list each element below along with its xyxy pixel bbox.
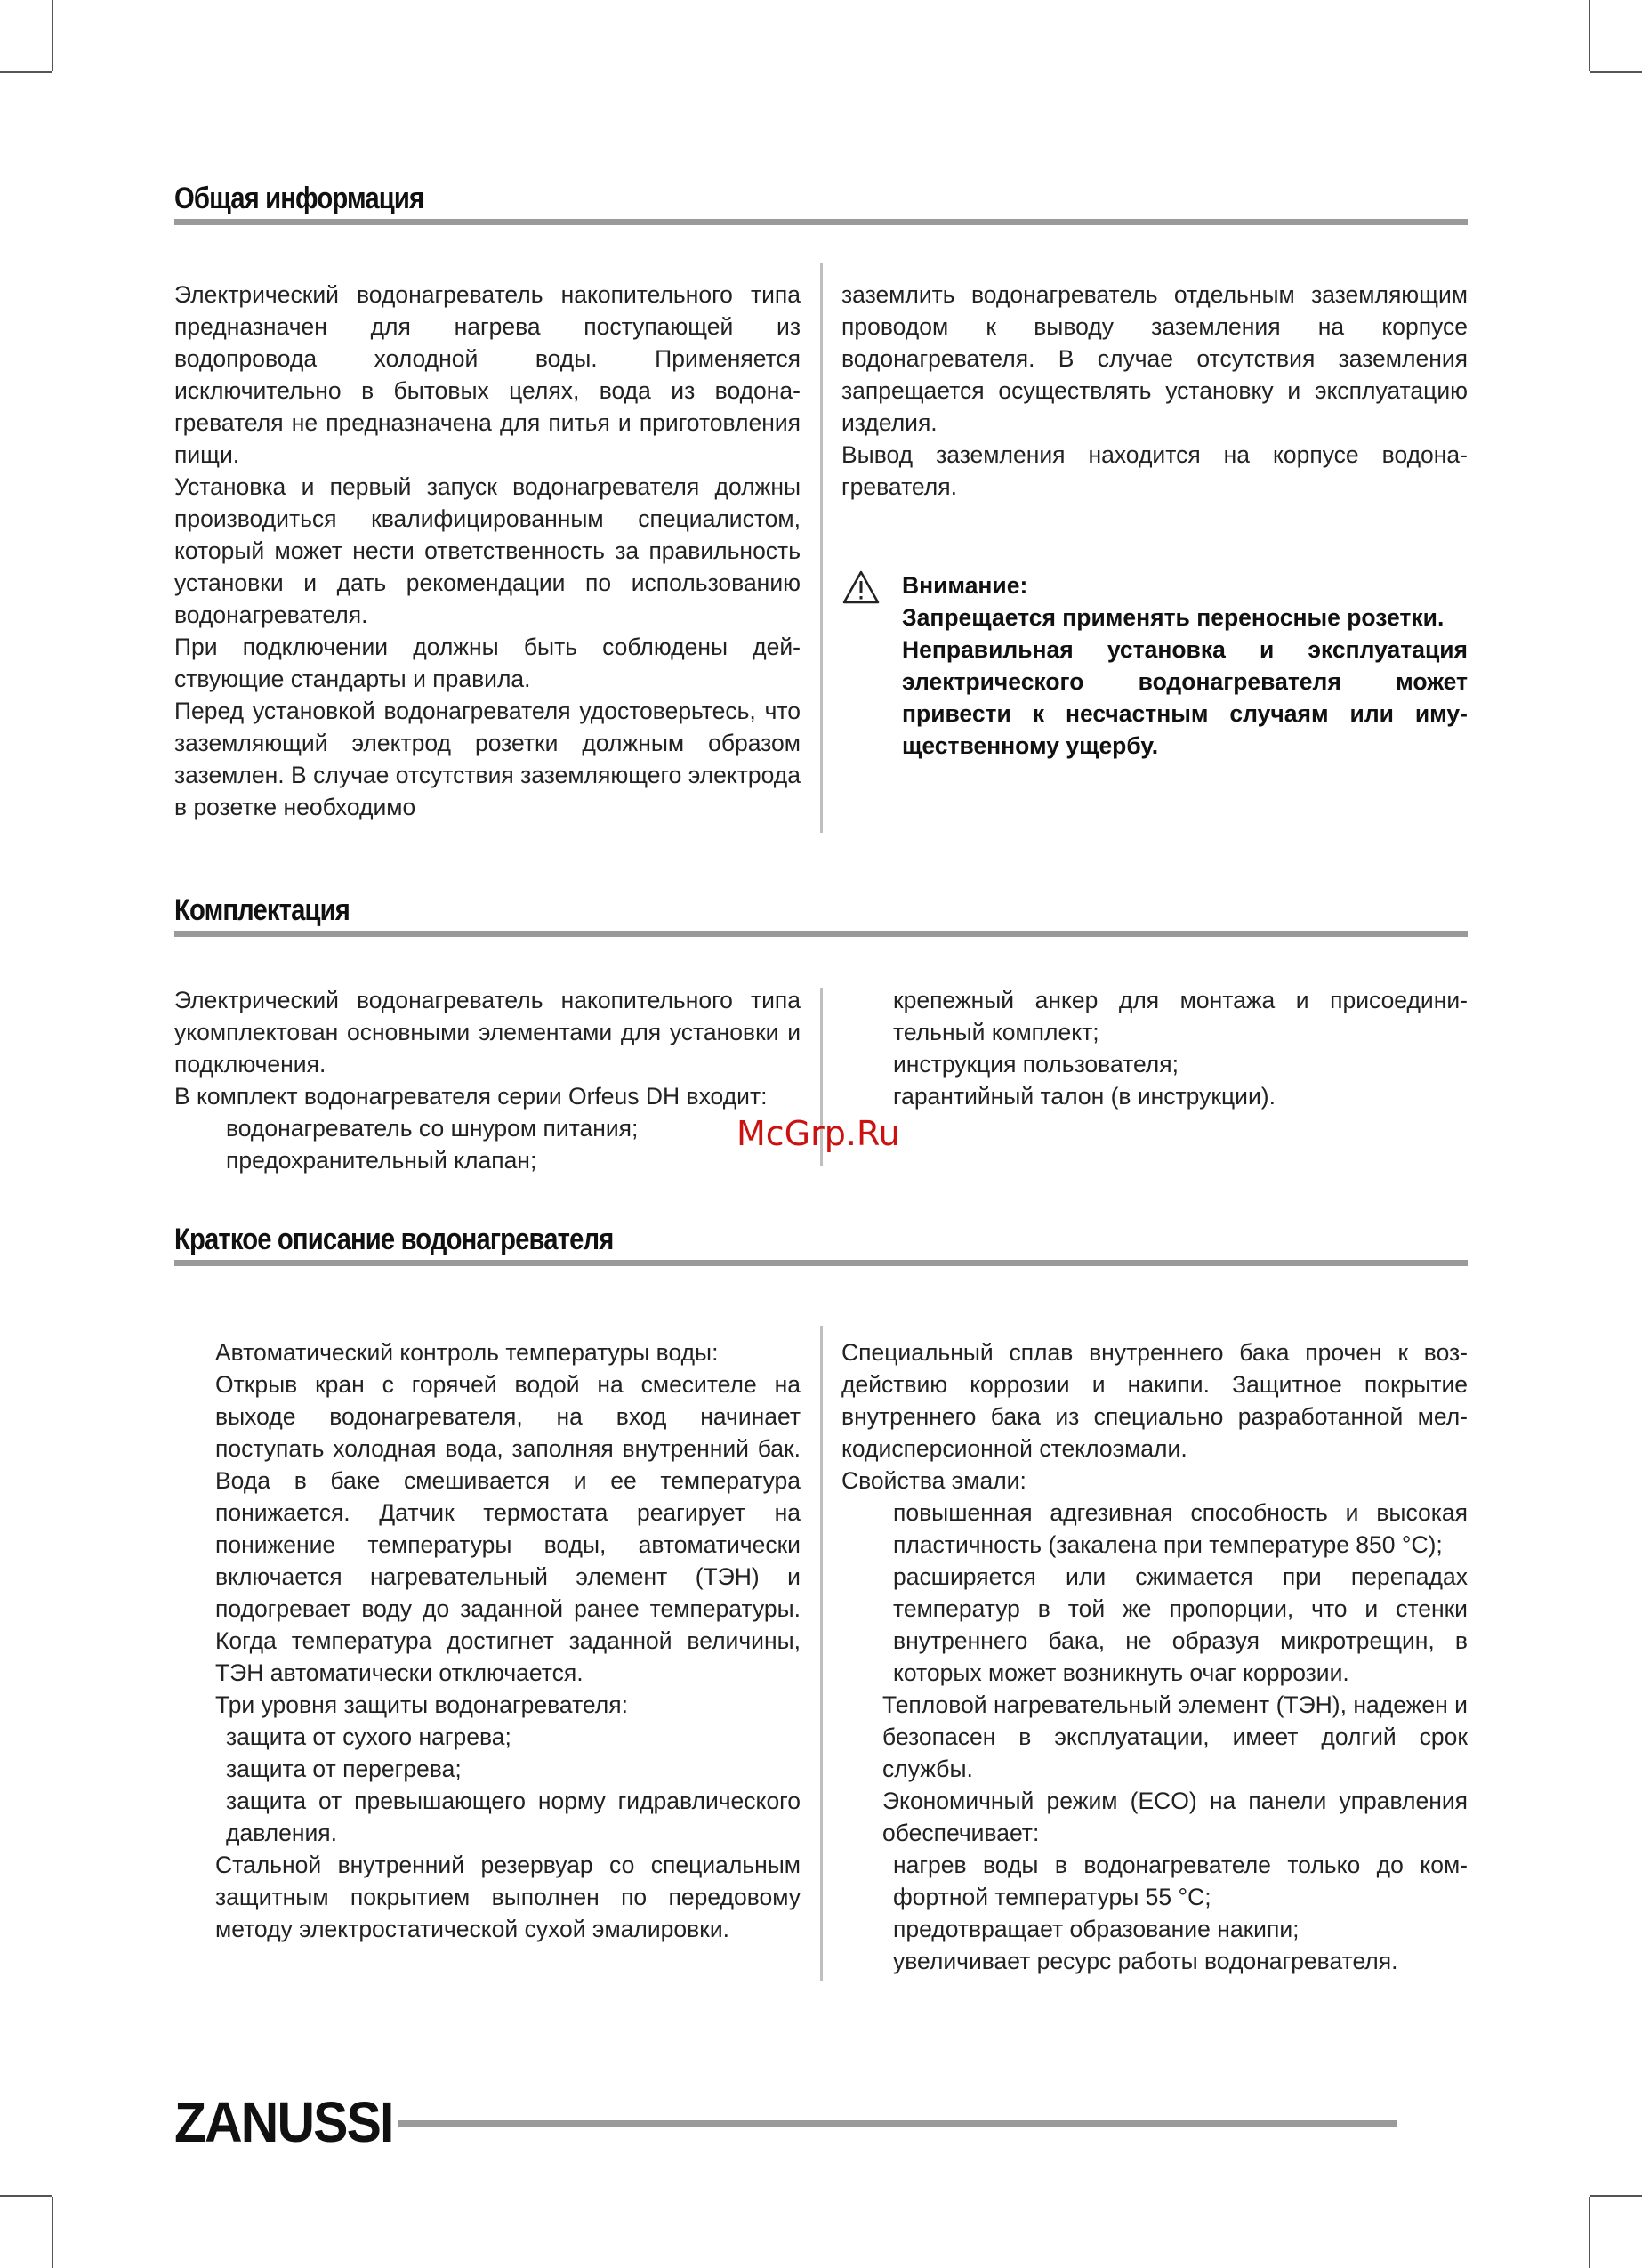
list-item: расширяется или сжимается при перепадах температур в той же пропорции, что и стенки внутреннего бака, не образуя микротрещин, в которых может возникнуть очаг коррозии. <box>893 1563 1468 1686</box>
list-item: предотвращает образование накипи; <box>893 1916 1300 1942</box>
list-item: повышенная адгезивная способность и высокая пластичность (закалена при температуре 850 °С); <box>893 1499 1468 1558</box>
paragraph: Свойства эмали: <box>841 1467 1026 1494</box>
warning-title: Внимание: <box>902 572 1028 599</box>
section-title-kit: Комплектация <box>174 893 350 927</box>
paragraph: Перед установкой водонагревателя удостоверьтесь, что заземляющий электрод розетки должным образом заземлен. В случае отсутствия заземляющего электрода в розетке необходимо <box>174 698 801 820</box>
paragraph: Специальный сплав внутреннего бака прочен к воздействию коррозии и накипи. Защитное покрытие внутреннего бака из специально разработанной мелкодисперсионной стеклоэмали. <box>841 1339 1468 1462</box>
paragraph: Автоматический контроль температуры воды: <box>215 1339 719 1366</box>
desc-left-column <box>215 1336 801 1945</box>
paragraph: Тепловой нагревательный элемент (ТЭН), надежен и безопасен в эксплуатации, имеет долгий срок службы. <box>882 1691 1468 1782</box>
paragraph: Вывод заземления находится на корпусе водонагревателя. <box>841 441 1468 500</box>
crop-mark <box>52 0 53 71</box>
list-item: водонагреватель со шнуром питания; <box>226 1115 639 1142</box>
paragraph: Три уровня защиты водонагревателя: <box>215 1691 628 1718</box>
warning-line: Неправильная установка и эксплуатация электрического водонагревателя может привести к несчастным случаям или имущественному ущербу. <box>902 636 1468 759</box>
list-item: защита от перегрева; <box>226 1755 462 1782</box>
column-divider <box>820 1326 823 1981</box>
list-item: защита от превышающего норму гидравлического давления. <box>226 1788 801 1846</box>
kit-right-column <box>893 984 1468 1112</box>
kit-left-column <box>174 984 801 1176</box>
section-rule <box>174 219 1468 225</box>
paragraph: Экономичный режим (ECO) на панели управления обеспечивает: <box>882 1788 1468 1846</box>
crop-mark <box>1590 2195 1642 2197</box>
general-right-column <box>841 278 1468 503</box>
crop-mark <box>1589 2197 1590 2268</box>
brand-logo: ZANUSSI <box>174 2090 393 2154</box>
list-item: нагрев воды в водонагревателе только до комфортной температуры 55 °С; <box>893 1852 1468 1910</box>
crop-mark <box>0 2195 52 2197</box>
crop-mark <box>0 71 52 73</box>
warning-line: Запрещается применять переносные розетки. <box>902 604 1445 631</box>
paragraph: заземлить водонагреватель отдельным заземляющим проводом к выводу заземления на корпусе водонагревателя. В случае отсутствия заземления запрещается осуществлять установку и эксплуатацию изделия. <box>841 281 1468 436</box>
warning-triangle-icon <box>841 569 881 605</box>
section-title-description: Краткое описание водонагревателя <box>174 1223 614 1256</box>
list-item: гарантийный талон (в инструкции). <box>893 1083 1276 1110</box>
crop-mark <box>52 2197 53 2268</box>
paragraph: Электрический водонагреватель накопительного типа предназначен для нагрева поступающей из водопровода холодной воды. Применяется исключительно в бытовых целях, вода из водонагревателя не предназначена для питья и приготовления пищи. <box>174 281 801 468</box>
warning-block <box>841 569 1468 762</box>
list-item: предохранительный клапан; <box>226 1147 537 1174</box>
crop-mark <box>1589 0 1590 71</box>
section-rule <box>174 1260 1468 1266</box>
crop-mark <box>1590 71 1642 73</box>
list-item: увеличивает ресурс работы водонагревателя. <box>893 1948 1398 1974</box>
column-divider <box>820 263 823 833</box>
paragraph: Электрический водонагреватель накопительного типа укомплектован основными элементами для установки и подключения. <box>174 987 801 1078</box>
paragraph: Стальной внутренний резервуар со специальным защитным покрытием выполнен по передовому методу электростатической сухой эмалировки. <box>215 1852 801 1942</box>
footer-rule <box>398 2120 1397 2127</box>
general-left-column <box>174 278 801 823</box>
watermark: McGrp.Ru <box>736 1114 900 1153</box>
paragraph: Установка и первый запуск водонагревателя должны производиться квалифицированным специалистом, который может нести ответственность за правильность установки и дать рекомендации по использованию водонагревателя. <box>174 473 801 628</box>
paragraph: При подключении должны быть соблюдены действующие стандарты и правила. <box>174 634 801 692</box>
desc-right-column <box>841 1336 1468 1977</box>
paragraph: Открыв кран с горячей водой на смесителе на выходе водонагревателя, на вход начинает поступать холодная вода, заполняя внутренний бак. Вода в баке смешивается и ее температура понижается. Датчик термостата реагирует на понижение температуры воды, автоматически включается нагревательный элемент (ТЭН) и подогревает воду до заданной ранее температуры. Когда температура достигнет заданной величины, ТЭН автоматически отключается. <box>215 1371 801 1686</box>
list-item: крепежный анкер для монтажа и присоединительный комплект; <box>893 987 1468 1045</box>
list-item: инструкция пользователя; <box>893 1051 1179 1078</box>
section-title-general: Общая информация <box>174 182 424 215</box>
list-item: защита от сухого нагрева; <box>226 1723 511 1750</box>
paragraph: В комплект водонагревателя серии Orfeus DH входит: <box>174 1083 768 1110</box>
section-rule <box>174 931 1468 937</box>
